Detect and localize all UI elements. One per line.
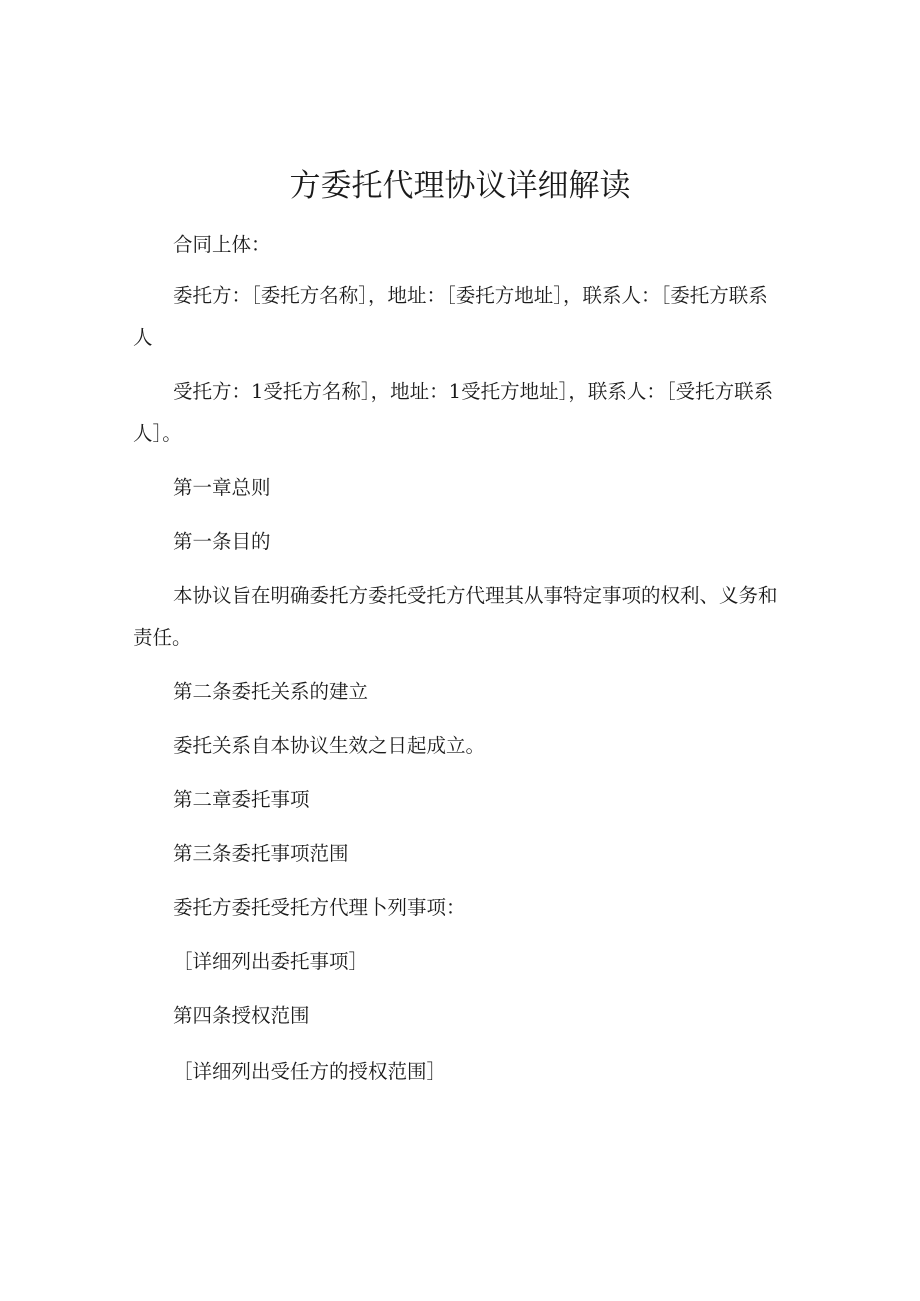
article-heading: 第一条目的 <box>173 530 271 553</box>
document-body <box>133 224 783 1093</box>
document-title: 方委托代理协议详细解读 <box>289 168 631 204</box>
article-heading: 第二条委托关系的建立 <box>173 680 369 703</box>
agent-party-paragraph: 受托方：1受托方名称］，地址：1受托方地址］，联系人：［受托方联系人］。 <box>133 380 774 445</box>
placeholder-paragraph: ［详细列出受任方的授权范围］ <box>173 1060 447 1083</box>
body-paragraph: 委托方委托受托方代理卜列事项： <box>173 896 466 919</box>
chapter-heading: 第二章委托事项 <box>173 788 310 811</box>
contract-subject-heading: 合同上体： <box>173 233 271 256</box>
chapter-heading: 第一章总则 <box>173 476 271 499</box>
article-heading: 第三条委托事项范围 <box>173 842 349 865</box>
placeholder-paragraph: ［详细列出委托事项］ <box>173 950 369 973</box>
article-heading: 第四条授权范围 <box>173 1004 310 1027</box>
principal-party-paragraph: 委托方：［委托方名称］，地址：［委托方地址］，联系人：［委托方联系人 <box>133 284 768 349</box>
body-paragraph: 本协议旨在明确委托方委托受托方代理其从事特定事项的权利、义务和责任。 <box>133 584 778 649</box>
body-paragraph: 委托关系自本协议生效之日起成立。 <box>173 734 486 757</box>
